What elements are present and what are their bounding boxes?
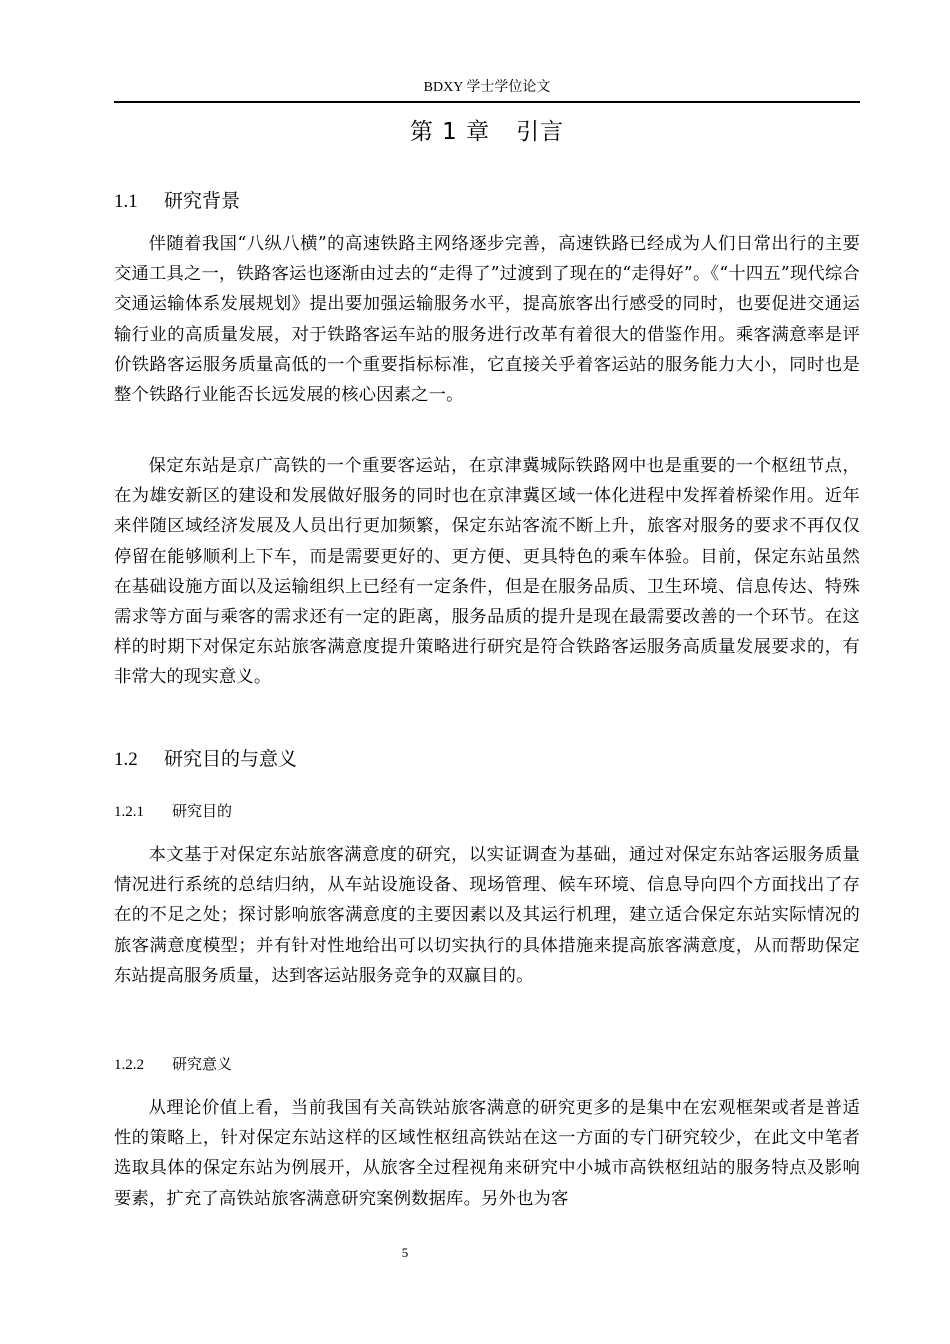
paragraph-purpose: 本文基于对保定东站旅客满意度的研究，以实证调查为基础，通过对保定东站客运服务质量情况进行系统的总结归纳，从车站设施设备、现场管理、候车环境、信息导向四个方面找出了存在的不足之处；探讨影响旅客满意度的主要因素以及其运行机理，建立适合保定东站实际情况的旅客满意度模型；并有针对性地给出可以切实执行的具体措施来提高旅客满意度，从而帮助保定东站提高服务质量，达到客运站服务竞争的双赢目的。	[114, 845, 860, 986]
paragraph-background-2: 保定东站是京广高铁的一个重要客运站，在京津冀城际铁路网中也是重要的一个枢纽节点，在为雄安新区的建设和发展做好服务的同时也在京津冀区域一体化进程中发挥着桥梁作用。近年来伴随区域经济发展及人员出行更加频繁，保定东站客流不断上升，旅客对服务的要求不再仅仅停留在能够顺利上下车，而是需要更好的、更方便、更具特色的乘车体验。目前，保定东站虽然在基础设施方面以及运输组织上已经有一定条件，但是在服务品质、卫生环境、信息传达、特殊需求等方面与乘客的需求还有一定的距离，服务品质的提升是现在最需要改善的一个环节。在这样的时期下对保定东站旅客满意度提升策略进行研究是符合铁路客运服务高质量发展要求的，有非常大的现实意义。	[114, 456, 860, 688]
subsection-number: 1.2.2	[114, 1057, 144, 1073]
section-heading-1-2	[114, 746, 297, 773]
chapter-number: 第 1 章	[409, 119, 491, 145]
section-number: 1.1	[114, 191, 138, 212]
paragraph-significance: 从理论价值上看，当前我国有关高铁站旅客满意的研究更多的是集中在宏观框架或者是普适性的策略上，针对保定东站这样的区域性枢纽高铁站在这一方面的专门研究较少，在此文中笔者选取具体的保定东站为例展开，从旅客全过程视角来研究中小城市高铁枢纽站的服务特点及影响要素，扩充了高铁站旅客满意研究案例数据库。另外也为客	[114, 1098, 860, 1209]
section-title: 研究背景	[164, 190, 241, 212]
header-rule	[114, 101, 860, 103]
page-number: 5	[401, 1245, 409, 1260]
section-title: 研究目的与意义	[164, 748, 298, 770]
subsection-heading-1-2-2	[114, 1053, 232, 1076]
subsection-title: 研究意义	[172, 1055, 233, 1073]
chapter-title	[114, 116, 860, 148]
chapter-name: 引言	[516, 119, 565, 145]
section-number: 1.2	[114, 749, 138, 770]
subsection-heading-1-2-1	[114, 800, 232, 823]
section-heading-1-1	[114, 188, 240, 215]
page-header: BDXY 学士学位论文	[423, 80, 551, 95]
paragraph-background-1: 伴随着我国“八纵八横”的高速铁路主网络逐步完善，高速铁路已经成为人们日常出行的主要交通工具之一，铁路客运也逐渐由过去的“走得了”过渡到了现在的“走得好”。《“十四五”现代综合交通运输体系发展规划》提出要加强运输服务水平，提高旅客出行感受的同时，也要促进交通运输行业的高质量发展，对于铁路客运车站的服务进行改革有着很大的借鉴作用。乘客满意率是评价铁路客运服务质量高低的一个重要指标标准，它直接关乎着客运站的服务能力大小，同时也是整个铁路行业能否长远发展的核心因素之一。	[114, 234, 860, 406]
subsection-title: 研究目的	[172, 802, 233, 820]
subsection-number: 1.2.1	[114, 804, 144, 820]
